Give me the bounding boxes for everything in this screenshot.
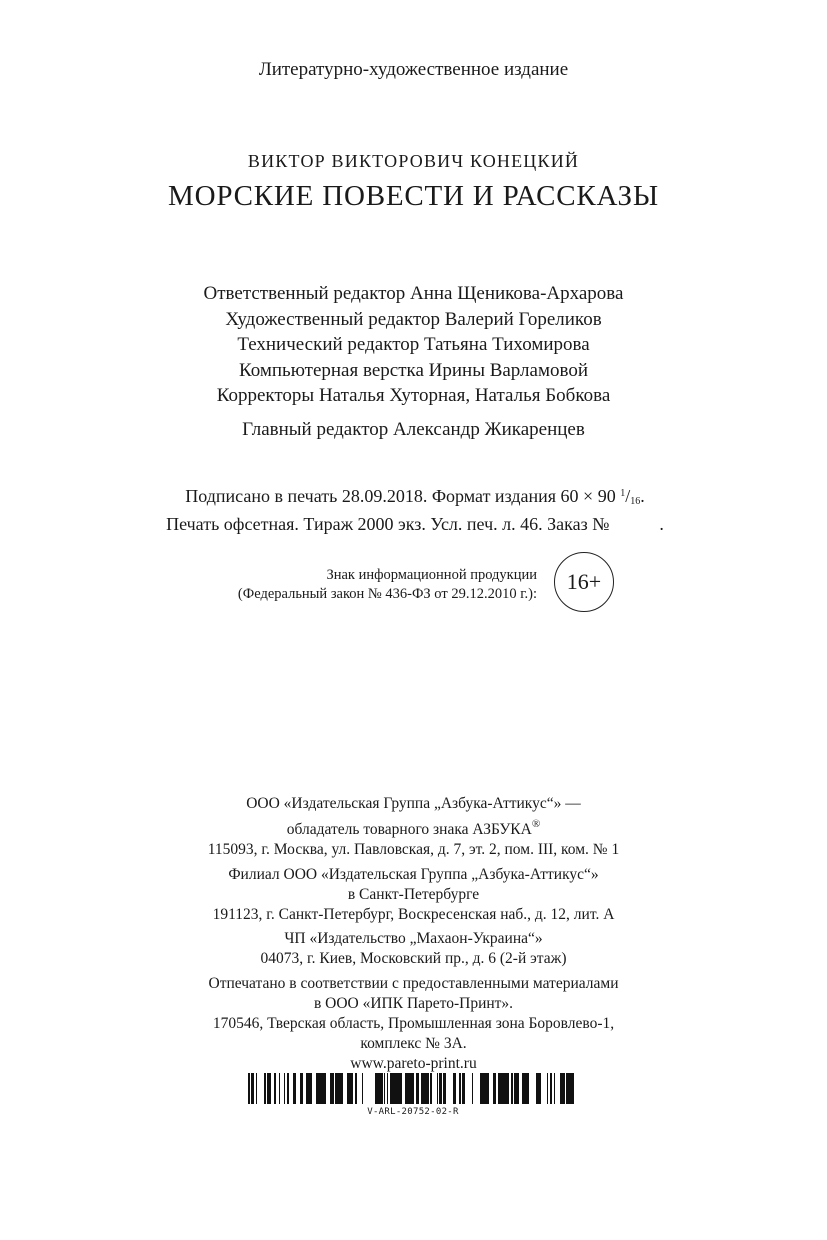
imprint-line: Филиал ООО «Издательская Группа „Азбука-Аттикус“» [228,865,599,883]
imprint-line: 04073, г. Киев, Московский пр., д. 6 (2-й этаж) [260,950,567,968]
imprint-line: ЧП «Издательство „Махаон-Украина“» [284,930,543,948]
imprint-line: обладатель товарного знака АЗБУКА® [286,818,541,839]
staff-line: Художественный редактор Валерий Гореликов [225,308,602,330]
imprint-line: ООО «Издательская Группа „Азбука-Аттикус“» — [246,795,581,812]
barcode-text: V-ARL-20752-02-R [367,1107,459,1117]
print-info-line-2: Печать офсетная. Тираж 2000 экз. Усл. печ. л. 46. Заказ № . [166,514,664,534]
chief-editor: Главный редактор Александр Жикаренцев [242,419,585,440]
imprint-line: 115093, г. Москва, ул. Павловская, д. 7, эт. 2, пом. III, ком. № 1 [207,841,620,859]
staff-line: Технический редактор Татьяна Тихомирова [237,334,590,355]
registered-mark: ® [531,818,541,831]
staff-line: Компьютерная верстка Ирины Варламовой [238,359,589,381]
staff-list [0,281,827,409]
print-info-line-1: Подписано в печать 28.09.2018. Формат издания 60 × 90 $^1/_{16}$. [185,486,645,507]
info-sign-line-2: (Федеральный закон № 436-ФЗ от 29.12.2010 г.): [237,586,537,602]
info-sign-text [238,566,537,604]
barcode [248,1073,578,1104]
imprint-line: Отпечатано в соответствии с предоставленными материалами [208,974,619,992]
imprint-line: комплекс № 3А. [360,1035,467,1053]
age-rating-badge: 16+ [554,552,614,612]
book-title: МОРСКИЕ ПОВЕСТИ И РАССКАЗЫ [168,180,659,212]
info-sign-line-1: Знак информационной продукции [326,567,537,583]
imprint [0,794,827,1075]
edition-type: Литературно-художественное издание [258,59,569,80]
imprint-website: www.pareto-print.ru [350,1055,477,1073]
author-name: ВИКТОР ВИКТОРОВИЧ КОНЕЦКИЙ [247,151,580,171]
imprint-line: в Санкт-Петербурге [347,885,480,903]
imprint-line: в ООО «ИПК Парето-Принт». [313,994,514,1012]
print-info [150,483,680,535]
imprint-line: 170546, Тверская область, Промышленная зона Боровлево-1, [212,1015,615,1033]
staff-line: Ответственный редактор Анна Щеникова-Архарова [203,283,624,304]
format-fraction: $^1/_{16}$ [620,486,641,507]
imprint-line: 191123, г. Санкт-Петербург, Воскресенская наб., д. 12, лит. А [212,906,615,924]
staff-line: Корректоры Наталья Хуторная, Наталья Бобкова [216,385,611,406]
